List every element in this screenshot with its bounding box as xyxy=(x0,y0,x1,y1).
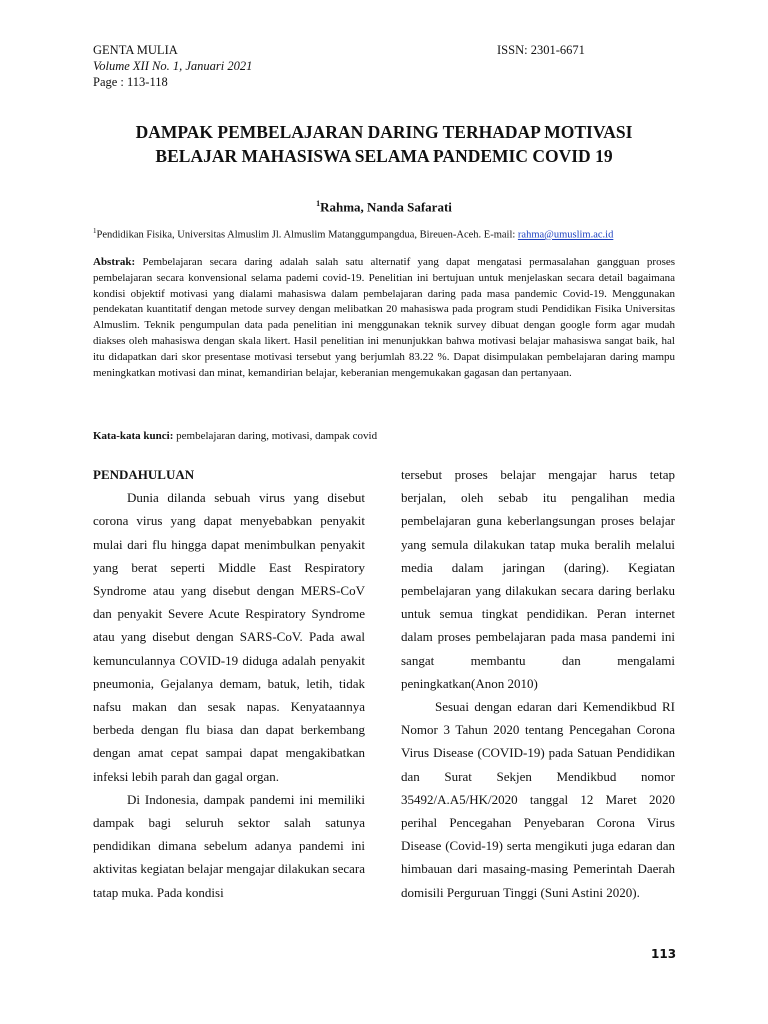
page-number: 113 xyxy=(651,947,677,961)
email-link[interactable]: rahma@umuslim.ac.id xyxy=(517,229,614,241)
paragraph: Dunia dilanda sebuah virus yang disebut corona virus yang dapat menyebabkan penyakit mulai dari flu hingga dapat menimbulkan penyakit yang berat seperti Middle East Respiratory Syndrome atau yang disebut dengan MERS-CoV dan penyakit Severe Acute Respiratory Syndrome atau yang disebut dengan SARS-CoV. Pada awal kemunculannya COVID-19 diduga adalah penyakit pneumonia, Gejalanya demam, batuk, letih, tidak nafsu makan dan sesak napas. Kenyataannya berbeda dengan flu biasa dan dapat berkembang dengan amat cepat sampai dapat mengakibatkan infeksi lebih parah dan gagal organ. xyxy=(93,490,365,784)
abstract-label: Abstrak: xyxy=(93,256,136,268)
keywords-label: Kata-kata kunci: xyxy=(93,430,174,442)
right-column xyxy=(401,463,675,904)
page-range: Page : 113-118 xyxy=(93,75,168,89)
affiliation-superscript: 1 xyxy=(93,227,97,235)
paragraph: Sesuai dengan edaran dari Kemendikbud RI Nomor 3 Tahun 2020 tentang Pencegahan Corona Virus Disease (COVID-19) pada Satuan Pendidikan dan Surat Sekjen Mendikbud nomor 35492/A.A5/HK/2020 tanggal 12 Maret 2020 perihal Pencegahan Penyebaran Corona Virus Disease (Covid-19) serta mengikuti juga edaran dan himbauan dari masaing-masing Pemerintah Daerah domisili Perguruan Tinggi (Suni Astini 2020). xyxy=(401,699,675,900)
affiliation-text: Pendidikan Fisika, Universitas Almuslim Jl. Almuslim Matanggumpangdua, Bireuen-Aceh. E-mail: xyxy=(96,229,518,241)
keywords-text: pembelajaran daring, motivasi, dampak covid xyxy=(176,430,378,442)
paper-title: DAMPAK PEMBELAJARAN DARING TERHADAP MOTIVASI BELAJAR MAHASISWA SELAMA PANDEMIC COVID 19 xyxy=(135,122,633,166)
keywords xyxy=(93,428,675,444)
issn: ISSN: 2301-6671 xyxy=(497,43,585,57)
paragraph: Di Indonesia, dampak pandemi ini memiliki dampak bagi seluruh sektor salah satunya pendidikan dimana sebelum adanya pandemi ini aktivitas kegiatan belajar mengajar dilakukan secara tatap muka. Pada kondisi xyxy=(93,791,365,900)
journal-name: GENTA MULIA xyxy=(93,43,178,57)
affiliation xyxy=(93,224,675,243)
authors xyxy=(93,195,675,216)
left-column xyxy=(93,463,365,904)
paragraph: tersebut proses belajar mengajar harus tetap berjalan, oleh sebab itu pengalihan media pembelajaran guna keberlangsungan proses belajar yang semula dilakukan tatap muka beralih melalui media dalam jaringan (daring). Kegiatan pembelajaran yang dilakukan secara daring berlaku untuk semua tingkat pendidikan. Peran internet dalam proses pembelajaran pada masa pandemi ini sangat membantu dan mengalami peningkatkan(Anon 2010) xyxy=(401,467,675,691)
author-names: Rahma, Nanda Safarati xyxy=(320,199,452,215)
abstract xyxy=(93,255,675,381)
author-superscript: 1 xyxy=(316,199,321,208)
section-heading: PENDAHULUAN xyxy=(93,467,195,482)
abstract-text: Pembelajaran secara daring adalah salah satu alternatif yang dapat mengatasi permasalahan gangguan proses pembelajaran secara konvensional selama pademi covid-19. Penelitian ini bertujuan untuk menjelaskan secara detail bagaimana kondisi objektif motivasi yang dialami mahasiswa dalam pembelajaran daring pada masa pandemic Covid-19. Menggunakan pendekatan kuantitatif dengan metode survey dengan melibatkan 20 mahasiswa pada program studi Pendidikan Fisika Universitas Almuslim. Teknik pengumpulan data pada penelitian ini menggunakan teknik survey dibuat dengan google form agar mudah diakses oleh mahasiswa dengan skala likert. Hasil penelitian ini menunjukkan bahwa motivasi belajar mahasiswa sangat baik, hal itu didapatkan dari skor presentase motivasi tersebut yang berjumlah 83.22 %. Dapat disimpulakan pembelajaran daring mampu meningkatkan motivasi dan minat, kemandirian belajar, keberanian mengemukakan gagasan dan pertanyaan. xyxy=(93,256,676,379)
journal-volume: Volume XII No. 1, Januari 2021 xyxy=(93,59,253,73)
